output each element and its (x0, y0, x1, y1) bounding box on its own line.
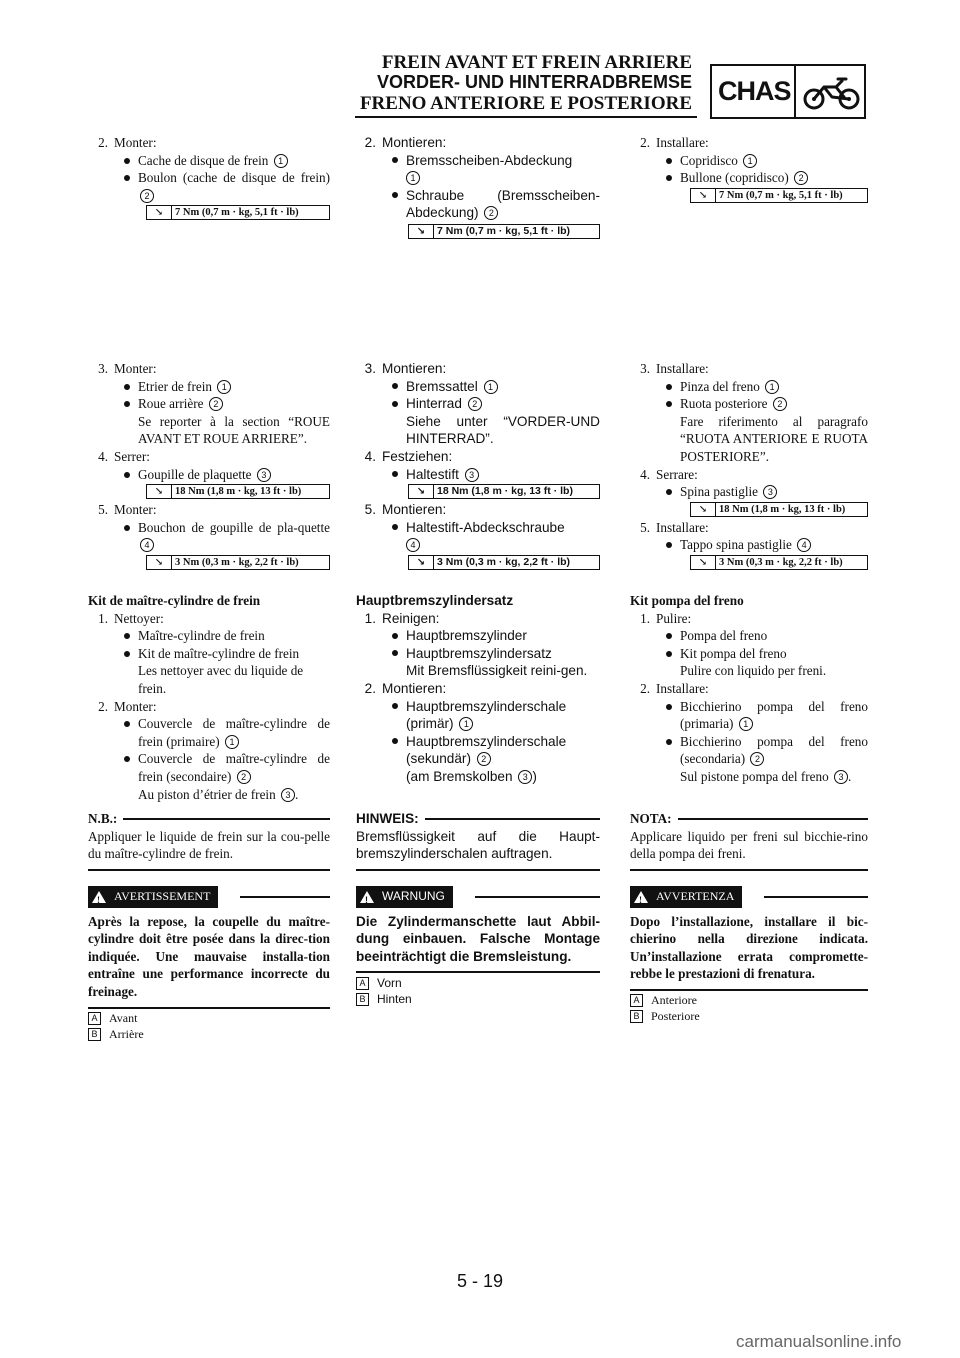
instruction-text: Sul pistone pompa del freno (680, 768, 829, 784)
note-box (630, 810, 868, 871)
reference-text: Fare riferimento al paragrafo “RUOTA ANTERIORE E RUOTA POSTERIORE”. (680, 413, 868, 464)
bullet-text: Spina pastiglie (680, 484, 759, 500)
warning-label: AVVERTENZA (656, 889, 735, 903)
step-number: 1. (98, 610, 108, 626)
section-heading: Kit de maître-cylindre de frein (88, 593, 261, 608)
warning-box (88, 886, 330, 1009)
torque-spec (408, 484, 600, 499)
callout-number: 2 (237, 770, 251, 784)
title-fr: FREIN AVANT ET FREIN ARRIERE (381, 52, 692, 73)
callout-number: 3 (834, 770, 848, 784)
legend (88, 1010, 330, 1042)
step-title: Nettoyer: (114, 610, 164, 626)
legend-key: B (88, 1028, 101, 1041)
callout-number: 2 (773, 397, 787, 411)
step-number: 4. (98, 448, 108, 464)
torque-value: 3 Nm (0,3 m · kg, 2,2 ft · lb) (175, 556, 299, 568)
callout-number: 1 (765, 380, 779, 394)
legend (630, 992, 868, 1024)
step-number: 3. (98, 361, 108, 376)
legend-key: B (356, 993, 369, 1006)
callout-number: 1 (225, 735, 239, 749)
bullet-text: Hauptbremszylinderschale (sekundär) (406, 733, 567, 767)
page-header (0, 0, 960, 120)
bullet-text: Haltestift (406, 466, 459, 482)
warning-text: Die Zylindermanschette laut Abbil-dung einbauen. Falsche Montage beeinträchtigt die Bremsleistung. (356, 913, 600, 964)
step-title: Montieren: (382, 135, 447, 150)
torque-spec (146, 484, 330, 499)
step-title: Festziehen: (382, 448, 453, 464)
legend-key: A (356, 977, 369, 990)
bullet-text: Schraube (Bremsscheiben-Abdeckung) (406, 187, 600, 221)
torque-value: 3 Nm (0,3 m · kg, 2,2 ft · lb) (437, 555, 571, 568)
step-3 (630, 360, 868, 572)
kit-section (356, 592, 600, 786)
warning-box (630, 886, 868, 991)
legend-text: Posteriore (651, 1009, 700, 1023)
bullet-text: Maître-cylindre de frein (138, 628, 265, 644)
bullet-text: Roue arrière (138, 396, 204, 412)
reference-text: Siehe unter “VORDER-UND HINTERRAD”. (406, 413, 600, 447)
note-box (88, 810, 330, 871)
wrench-icon: ↘ (409, 485, 434, 498)
warning-badge (356, 886, 453, 908)
callout-number: 3 (281, 788, 295, 802)
step-title: Pulire: (656, 610, 692, 626)
torque-spec (690, 555, 868, 570)
warning-text: Dopo l’installazione, installare il bic-chierino nella direzione indicata. Un’installazione errata compromette-rebbe le prestazioni di frenatura. (630, 913, 868, 982)
callout-number: 4 (797, 538, 811, 552)
callout-number: 2 (750, 752, 764, 766)
instruction-text-end: . (848, 768, 852, 784)
torque-value: 7 Nm (0,7 m · kg, 5,1 ft · lb) (175, 207, 299, 219)
page-number: 5 - 19 (456, 1271, 504, 1291)
torque-spec (408, 555, 600, 570)
instruction-text: Au piston d’étrier de frein (138, 786, 276, 802)
bullet-text: Bicchierino pompa del freno (secondaria) (680, 733, 868, 767)
wrench-icon: ↘ (147, 485, 172, 498)
bullet-text: Ruota posteriore (680, 396, 768, 412)
bullet-text: Hauptbremszylinderschale (primär) (406, 698, 567, 732)
step-number: 2. (98, 698, 108, 714)
step-title: Installare: (656, 361, 709, 376)
kit-section: Kit de maître-cylindre de frein 1. Nettoyer: Maître-cylindre de frein Kit de maître-cylindre de frein Les nettoyer avec du liquide de frein. 2. Monter: Couvercle de maître-cylindre de frein (primaire) 1 Couvercle de maître-cylindre de frein (secondaire) 2 Au piston d’étrier de frein 3 . (88, 593, 330, 802)
instruction-text: Les nettoyer avec du liquide de frein. (138, 663, 304, 696)
section-heading: Hauptbremszylindersatz (356, 593, 514, 608)
step-number: 1. (640, 610, 650, 626)
warning-triangle-icon (360, 891, 374, 903)
warning-badge (630, 886, 742, 908)
legend-key: A (630, 994, 643, 1007)
note-label: NOTA: (630, 811, 672, 826)
warning-text: Après la repose, la coupelle du maître-cylindre doit être posée dans la direc-tion indiquée. Une mauvaise installa-tion entraîne une performance incorrecte du freinage. (88, 913, 330, 999)
torque-value: 3 Nm (0,3 m · kg, 2,2 ft · lb) (719, 556, 843, 568)
section-badge (710, 64, 866, 119)
torque-value: 7 Nm (0,7 m · kg, 5,1 ft · lb) (437, 224, 571, 237)
note-box (356, 810, 600, 871)
legend-key: B (630, 1010, 643, 1023)
warning-label: AVERTISSEMENT (114, 889, 211, 903)
step-number: 3. (364, 361, 376, 376)
warning-badge (88, 886, 218, 908)
wrench-icon: ↘ (409, 225, 434, 238)
callout-number: 1 (274, 154, 288, 168)
bullet-text: Haltestift-Abdeckschraube (406, 519, 565, 535)
legend-text: Hinten (377, 992, 412, 1006)
bullet-text: Couvercle de maître-cylindre de frein (secondaire) (138, 751, 330, 784)
step-number: 2. (364, 135, 376, 150)
bullet-text: Pompa del freno (680, 628, 768, 644)
step-number: 2. (640, 135, 650, 150)
legend-text: Anteriore (651, 993, 697, 1007)
warning-label: WARNUNG (382, 889, 445, 903)
header-rule (355, 116, 697, 118)
kit-section (630, 592, 868, 786)
legend-text: Vorn (377, 976, 402, 990)
step-number: 2. (640, 680, 650, 696)
bullet-text: Tappo spina pastiglie (680, 537, 792, 553)
torque-spec (690, 188, 868, 203)
torque-value: 18 Nm (1,8 m · kg, 13 ft · lb) (719, 503, 846, 515)
callout-number: 4 (140, 538, 154, 552)
note-text: Bremsflüssigkeit auf die Haupt-bremszylinderschalen auftragen. (356, 828, 600, 862)
step-3 (356, 360, 600, 572)
callout-number: 2 (209, 397, 223, 411)
callout-number: 1 (459, 717, 473, 731)
torque-value: 18 Nm (1,8 m · kg, 13 ft · lb) (437, 485, 573, 498)
torque-spec (408, 224, 600, 239)
legend-key: A (88, 1012, 101, 1025)
instruction-text: (am Bremskolben (406, 768, 513, 784)
bullet-text: Bremssattel (406, 378, 478, 394)
callout-number: 2 (794, 171, 808, 185)
wrench-icon: ↘ (147, 556, 172, 569)
bullet-text: Bremsscheiben-Abdeckung (406, 152, 573, 168)
step-title: Installare: (656, 519, 709, 535)
callout-number: 4 (406, 538, 420, 552)
step-title: Monter: (114, 698, 157, 714)
bullet-text: Bouchon de goupille de pla-quette (138, 519, 330, 535)
step-number: 1. (364, 610, 376, 626)
bullet-text: Bicchierino pompa del freno (primaria) (680, 698, 868, 732)
torque-spec (690, 502, 868, 517)
torque-spec (146, 205, 330, 220)
callout-number: 2 (468, 397, 482, 411)
step-number: 4. (364, 448, 376, 464)
torque-spec (146, 555, 330, 570)
step-title: Serrer: (114, 448, 150, 464)
step-number: 5. (364, 502, 376, 518)
watermark: carmanualsonline.info (736, 1332, 902, 1351)
bullet-text: Bullone (copridisco) (680, 170, 789, 186)
bullet-text: Kit pompa del freno (680, 645, 787, 661)
step-title: Montieren: (382, 361, 447, 376)
callout-number: 1 (484, 380, 498, 394)
note-text: Applicare liquido per freni sul bicchie-rino della pompa dei freni. (630, 828, 868, 862)
callout-number: 2 (477, 752, 491, 766)
section-heading: Kit pompa del freno (630, 593, 744, 608)
bullet-text: Boulon (cache de disque de frein) (138, 170, 330, 186)
wrench-icon: ↘ (409, 556, 434, 569)
step-number: 2. (98, 135, 108, 150)
instruction-text: Mit Bremsflüssigkeit reini-gen. (406, 663, 588, 679)
bullet-text: Etrier de frein (138, 378, 212, 394)
wrench-icon: ↘ (147, 206, 172, 219)
step-title: Installare: (656, 680, 709, 696)
callout-number: 3 (763, 485, 777, 499)
motorcycle-icon (802, 73, 862, 113)
bullet-text: Hauptbremszylindersatz (406, 645, 552, 661)
note-label: N.B.: (88, 811, 118, 826)
wrench-icon: ↘ (691, 189, 716, 202)
step-number: 5. (640, 519, 650, 535)
callout-number: 3 (518, 770, 532, 784)
bullet-text: Hauptbremszylinder (406, 628, 527, 644)
step-2 (630, 134, 868, 205)
note-label: HINWEIS: (356, 811, 419, 826)
step-number: 3. (640, 361, 650, 376)
wrench-icon: ↘ (691, 556, 716, 569)
legend-text: Avant (109, 1011, 138, 1025)
callout-number: 1 (406, 171, 420, 185)
legend-text: Arrière (109, 1027, 144, 1041)
bullet-text: Hinterrad (406, 396, 462, 412)
callout-number: 3 (465, 468, 479, 482)
badge-divider (794, 66, 796, 117)
bullet-text: Kit de maître-cylindre de frein (138, 645, 300, 661)
torque-value: 18 Nm (1,8 m · kg, 13 ft · lb) (175, 486, 302, 498)
section-badge-label: CHAS (718, 76, 791, 106)
step-title: Montieren: (382, 680, 447, 696)
callout-number: 1 (739, 717, 753, 731)
bullet-text: Cache de disque de frein (138, 152, 269, 168)
step-2 (356, 134, 600, 241)
step-number: 4. (640, 466, 650, 482)
title-de: VORDER- UND HINTERRADBREMSE (376, 72, 692, 92)
note-text: Appliquer le liquide de frein sur la cou-pelle du maître-cylindre de frein. (88, 828, 330, 862)
reference-text: Se reporter à la section “ROUE AVANT ET ROUE ARRIERE”. (138, 413, 330, 447)
warning-triangle-icon (634, 891, 648, 903)
step-title: Montieren: (382, 502, 447, 518)
step-3 (88, 360, 330, 572)
step-title: Serrare: (656, 466, 698, 482)
callout-number: 3 (257, 468, 271, 482)
warning-triangle-icon (92, 891, 106, 903)
torque-value: 7 Nm (0,7 m · kg, 5,1 ft · lb) (719, 189, 843, 201)
step-title: Monter: (114, 502, 157, 518)
callout-number: 2 (140, 189, 154, 203)
bullet-text: Couvercle de maître-cylindre de frein (primaire) (138, 716, 330, 749)
title-it: FRENO ANTERIORE E POSTERIORE (359, 93, 692, 114)
legend (356, 975, 600, 1007)
wrench-icon: ↘ (691, 503, 716, 516)
warning-box (356, 886, 600, 973)
bullet-text: Goupille de plaquette (138, 466, 252, 482)
callout-number: 1 (217, 380, 231, 394)
callout-number: 1 (743, 154, 757, 168)
step-2 (88, 134, 330, 222)
step-title: Reinigen: (382, 610, 440, 626)
bullet-text: Copridisco (680, 152, 738, 168)
instruction-text-end: ) (532, 768, 537, 784)
bullet-text: Pinza del freno (680, 378, 760, 394)
step-number: 5. (98, 502, 108, 518)
step-title: Monter: (114, 135, 157, 150)
step-title: Installare: (656, 135, 709, 150)
callout-number: 2 (484, 206, 498, 220)
instruction-text: Pulire con liquido per freni. (680, 663, 827, 679)
step-title: Monter: (114, 361, 157, 376)
step-number: 2. (364, 680, 376, 696)
